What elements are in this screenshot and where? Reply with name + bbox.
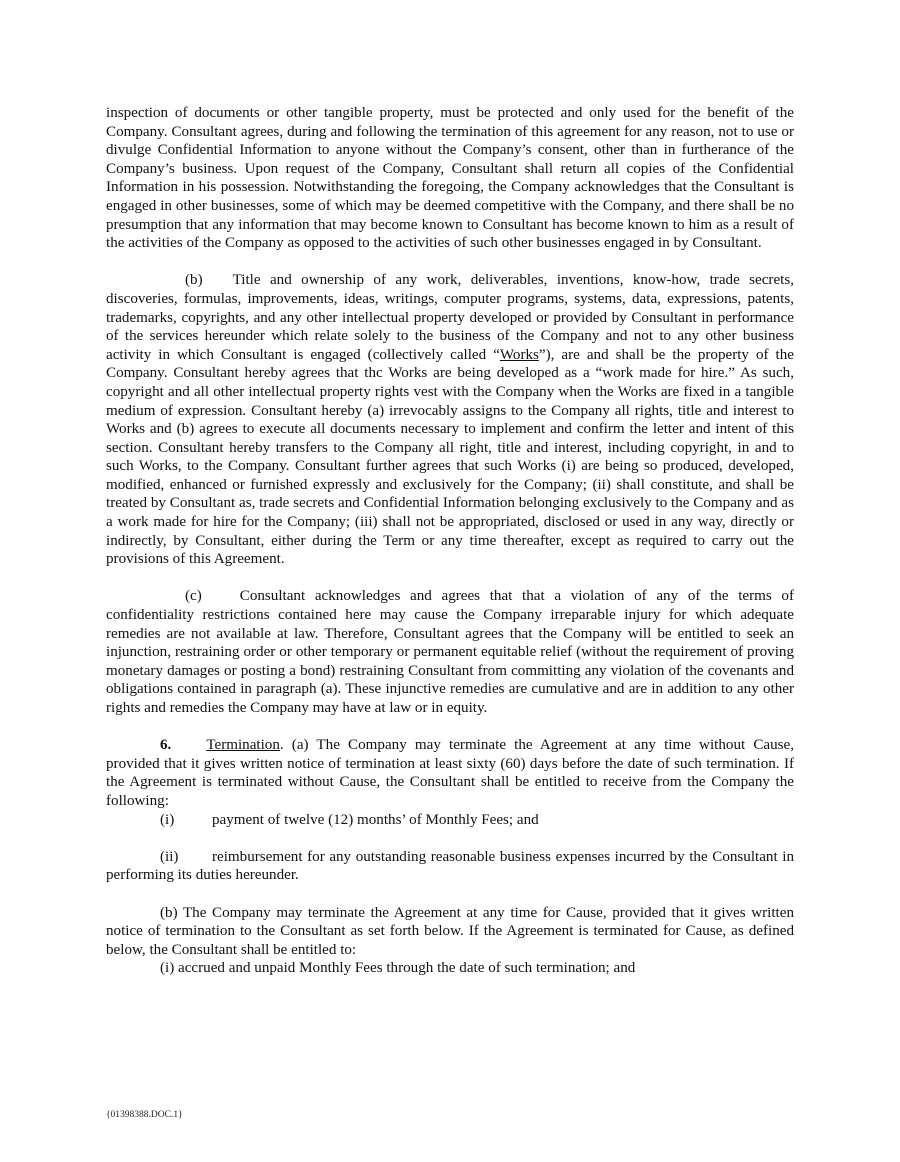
termination-section xyxy=(106,736,794,810)
works-defined-term: Works xyxy=(499,346,539,363)
document-footer-id: {01398388.DOC.1} xyxy=(106,1110,183,1120)
paragraph-text-continued: ”), are and shall be the property of the Company. Consultant hereby agrees that thc Works are being developed as a “work made for hire.” As such, copyright and all other intellectual property rights vest with the Company when the Works are fixed in a tangible medium of expression. Consultant hereby (a) irrevocably assigns to the Company all rights, title and interest to Works and (b) agrees to execute all documents necessary to implement and confirm the letter and intent of this section. Consultant hereby transfers to the Company all right, title and interest, including copyright, in and to such Works, to the Company. Consultant further agrees that such Works (i) are being so produced, developed, modified, enhanced or furnished expressly and exclusively for the Company; (ii) shall constitute, and shall be treated by Consultant as, trade secrets and Confidential Information belonging exclusively to the Company and as a work made for hire for the Company; (iii) shall not be appropriated, disclosed or used in any way, directly or indirectly, by Consultant, either during the Term or any time thereafter, except as required to carry out the provisions of this Agreement. xyxy=(106,346,794,568)
list-item-i xyxy=(106,811,794,830)
document-page xyxy=(106,104,794,978)
list-item-ii xyxy=(106,848,794,885)
confidentiality-paragraph-continued xyxy=(106,104,794,253)
termination-for-cause-paragraph xyxy=(106,904,794,960)
list-item-label: (i) xyxy=(160,811,175,828)
paragraph-text: inspection of documents or other tangible property, must be protected and only used for the benefit of the Company. Consultant agrees, during and following the termination of this agreement for any reason, not to use or divulge Confidential Information to anyone without the Company’s consent, other than in furtherance of the Company’s business. Upon request of the Company, Consultant shall return all copies of the Confidential Information in his possession. Notwithstanding the foregoing, the Company acknowledges that the Consultant is engaged in other businesses, some of which may be deemed competitive with the Company, and there shall be no presumption that any information that may become known to Consultant has become known to him as a result of the activities of the Company as opposed to the activities of such other businesses engaged in by Consultant. xyxy=(106,105,794,252)
paragraph-text: Consultant acknowledges and agrees that that a violation of any of the terms of confidentiality restrictions contained here may cause the Company irreparable injury for which adequate remedies are not available at law. Therefore, Consultant agrees that the Company will be entitled to seek an injunction, restraining order or other temporary or permanent equitable relief (without the requirement of proving monetary damages or posting a bond) restraining Consultant from committing any violation of the covenants and obligations contained in paragraph (a). These injunctive remedies are cumulative and are in addition to any other rights and remedies the Company may have at law or in equity. xyxy=(106,588,794,716)
list-item-text: payment of twelve (12) months’ of Monthly Fees; and xyxy=(212,811,539,828)
list-item-text: reimbursement for any outstanding reasonable business expenses incurred by the Consultant in performing its duties hereunder. xyxy=(106,848,794,884)
list-item-label: (ii) xyxy=(160,848,179,865)
paragraph-label: (c) xyxy=(185,588,202,605)
section-number: 6. xyxy=(160,737,172,754)
section-text: . (a) The Company may terminate the Agreement at any time without Cause, provided that it gives written notice of termination at least sixty (60) days before the date of such termination. If the Agreement is terminated without Cause, the Consultant shall be entitled to receive from the Company the following: xyxy=(106,737,794,809)
list-item-text: (i) accrued and unpaid Monthly Fees through the date of such termination; and xyxy=(160,960,636,977)
paragraph-label: (b) xyxy=(185,272,203,289)
paragraph-text: Title and ownership of any work, deliverables, inventions, know-how, trade secrets, discoveries, formulas, improvements, ideas, writings, computer programs, systems, data, expressions, patents, trademarks, copyrights, and any other intellectual property developed or provided by Consultant in performance of the services hereunder which relate solely to the business of the Company and not to any other business activity in which Consultant is engaged (collectively called “ xyxy=(106,272,794,363)
section-heading: Termination xyxy=(206,737,280,754)
list-item-b-i xyxy=(106,959,794,978)
paragraph-text: (b) The Company may terminate the Agreement at any time for Cause, provided that it gives written notice of termination to the Consultant as set forth below. If the Agreement is terminated for Cause, as defined below, the Consultant shall be entitled to: xyxy=(106,904,794,958)
works-ownership-paragraph xyxy=(106,271,794,569)
injunctive-relief-paragraph xyxy=(106,587,794,717)
